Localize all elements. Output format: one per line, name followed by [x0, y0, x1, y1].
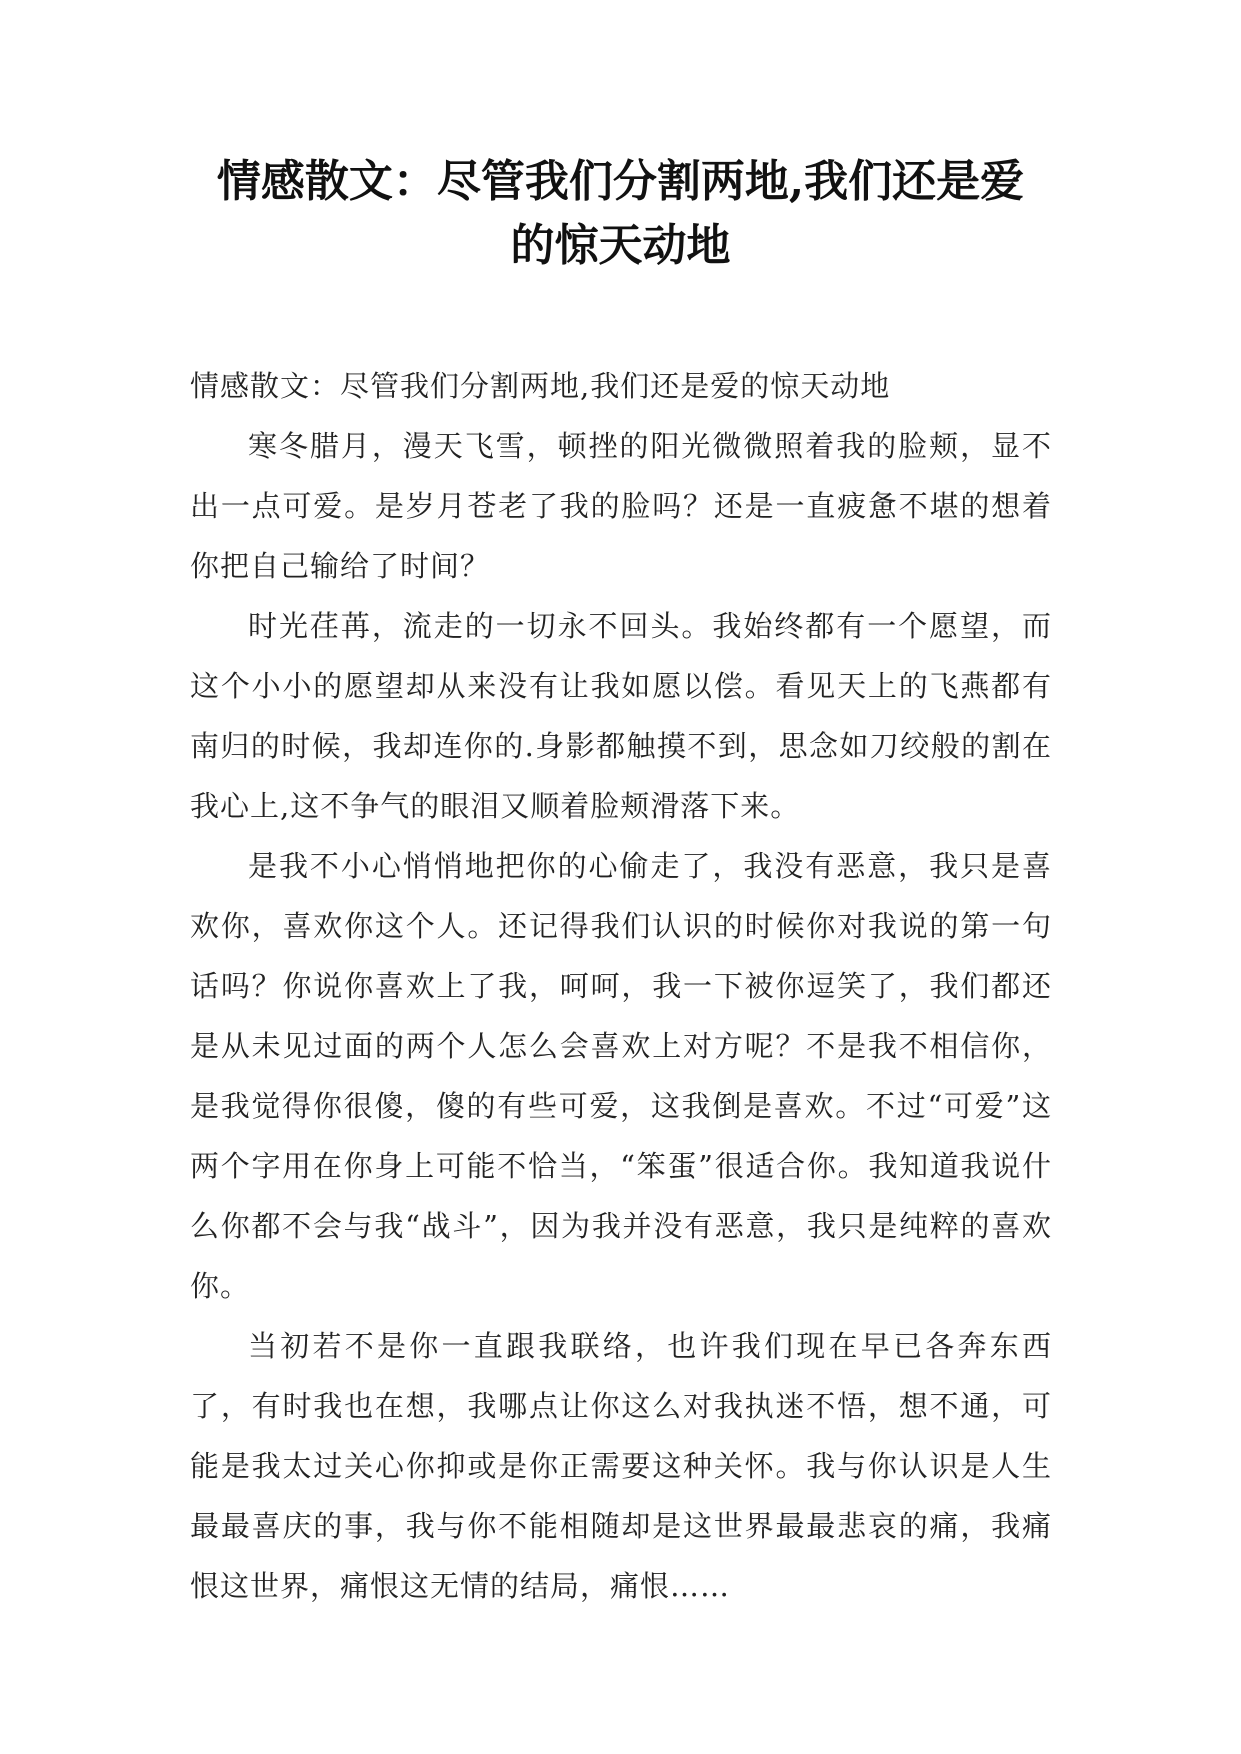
document-title-line-1: 情感散文：尽管我们分割两地,我们还是爱 — [216, 156, 1025, 207]
document-body — [190, 356, 1052, 1616]
paragraph-3: 是我不小心悄悄地把你的心偷走了，我没有恶意，我只是喜欢你，喜欢你这个人。还记得我们认识的时候你对我说的第一句话吗？你说你喜欢上了我，呵呵，我一下被你逗笑了，我们都还是从未见过面的两个人怎么会喜欢上对方呢？不是我不相信你，是我觉得你很傻，傻的有些可爱，这我倒是喜欢。不过“可爱”这两个字用在你身上可能不恰当，“笨蛋”很适合你。我知道我说什么你都不会与我“战斗”，因为我并没有恶意，我只是纯粹的喜欢你。 — [190, 849, 1052, 1303]
document-title — [150, 150, 1091, 278]
paragraph-1: 寒冬腊月，漫天飞雪，顿挫的阳光微微照着我的脸颊，显不出一点可爱。是岁月苍老了我的脸吗？还是一直疲惫不堪的想着你把自己输给了时间？ — [190, 429, 1052, 583]
paragraph-2: 时光荏苒，流走的一切永不回头。我始终都有一个愿望，而这个小小的愿望却从来没有让我如愿以偿。看见天上的飞燕都有南归的时候，我却连你的.身影都触摸不到，思念如刀绞般的割在我心上,这不争气的眼泪又顺着脸颊滑落下来。 — [190, 609, 1052, 823]
document-title-line-2: 的惊天动地 — [510, 220, 731, 271]
subtitle-line: 情感散文：尽管我们分割两地,我们还是爱的惊天动地 — [190, 369, 891, 403]
paragraph-4: 当初若不是你一直跟我联络，也许我们现在早已各奔东西了，有时我也在想，我哪点让你这么对我执迷不悟，想不通，可能是我太过关心你抑或是你正需要这种关怀。我与你认识是人生最最喜庆的事，我与你不能相随却是这世界最最悲哀的痛，我痛恨这世界，痛恨这无情的结局，痛恨…… — [190, 1329, 1052, 1603]
